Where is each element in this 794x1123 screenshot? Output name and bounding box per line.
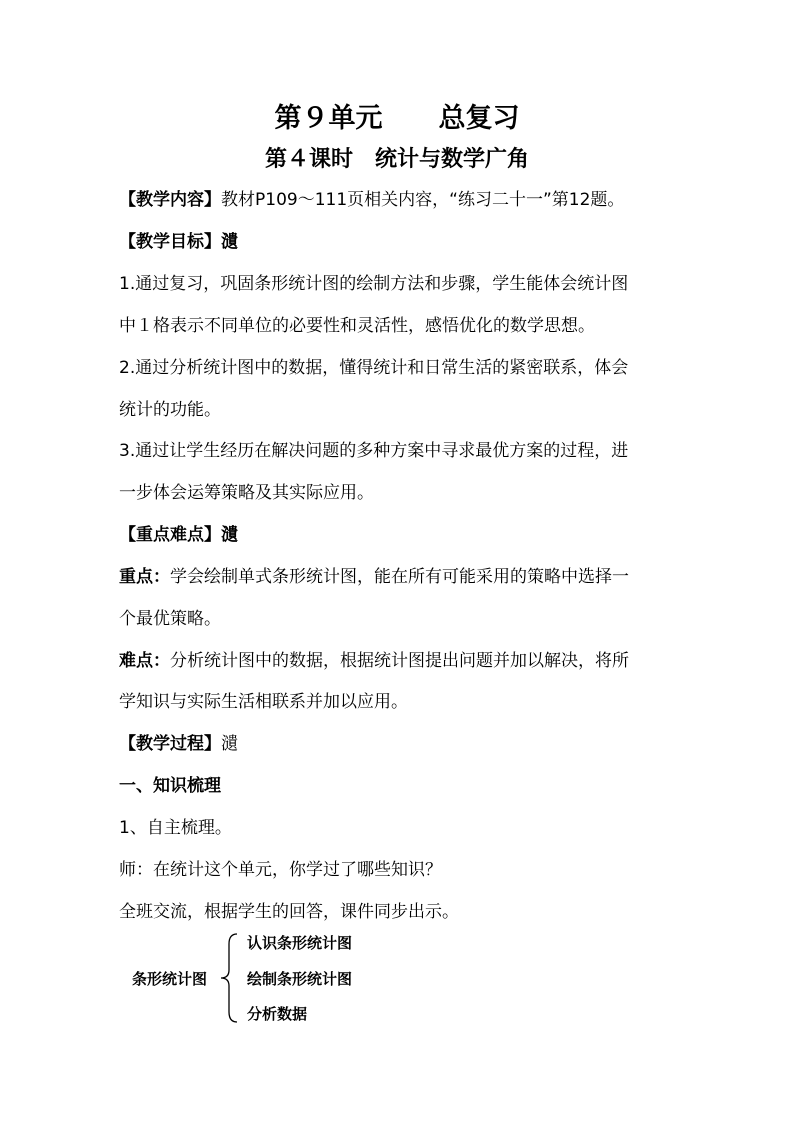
goals-marker: 瀢 [221,232,238,252]
goal-1-line-2: 中１格表示不同单位的必要性和灵活性，感悟优化的数学思想。 [119,316,595,336]
tree-branch-3: 分析数据 [247,1005,308,1023]
key-point-text: 学会绘制单式条形统计图，能在所有可能采用的策略中选择一 [170,567,629,587]
key-points-marker: 瀢 [221,525,238,545]
knowledge-tree-diagram [125,928,425,1028]
class-exchange: 全班交流，根据学生的回答，课件同步出示。 [119,902,459,922]
key-points-heading [119,524,238,546]
difficulty-line-2: 学知识与实际生活相联系并加以应用。 [119,692,408,712]
process-label: 【教学过程】 [119,734,221,754]
key-point-line-1 [119,566,629,588]
lesson-name: 统计与数学广角 [375,147,530,172]
tree-branch-1: 认识条形统计图 [247,934,353,952]
key-points-label: 【重点难点】 [119,525,221,545]
key-point-line-2: 个最优策略。 [119,609,221,629]
process-heading [119,733,238,755]
step-line: 1、自主梳理。 [119,818,232,838]
lesson-title [0,146,794,174]
content-label: 【教学内容】 [119,190,221,210]
goal-2-line-2: 统计的功能。 [119,400,221,420]
goal-3-line-1: 3.通过让学生经历在解决问题的多种方案中寻求最优方案的过程，进 [119,441,629,461]
difficulty-text: 分析统计图中的数据，根据统计图提出问题并加以解决，将所 [170,651,629,671]
content-line [119,189,624,211]
unit-title [0,102,794,136]
goal-2-line-1: 2.通过分析统计图中的数据，懂得统计和日常生活的紧密联系，体会 [119,358,629,378]
goal-3-line-2: 一步体会运筹策略及其实际应用。 [119,483,374,503]
teacher-question: 师：在统计这个单元，你学过了哪些知识？ [119,860,442,880]
goals-label: 【教学目标】 [119,232,221,252]
difficulty-label: 难点： [119,651,170,671]
unit-name: 总复习 [438,103,520,134]
tree-branch-2: 绘制条形统计图 [247,970,353,988]
goal-1-line-1: 1.通过复习，巩固条形统计图的绘制方法和步骤，学生能体会统计图 [119,274,629,294]
process-marker: 瀢 [221,734,238,754]
tree-root: 条形统计图 [132,970,208,988]
lesson-label: 第４课时 [264,147,353,172]
section-heading: 一、知识梳理 [119,776,221,796]
goals-heading [119,231,238,253]
curly-brace-icon [217,930,247,1026]
key-point-label: 重点： [119,567,170,587]
content-text: 教材P109～111页相关内容，“练习二十一”第12题。 [221,190,625,210]
difficulty-line-1 [119,650,629,672]
unit-label: 第９单元 [274,103,383,134]
